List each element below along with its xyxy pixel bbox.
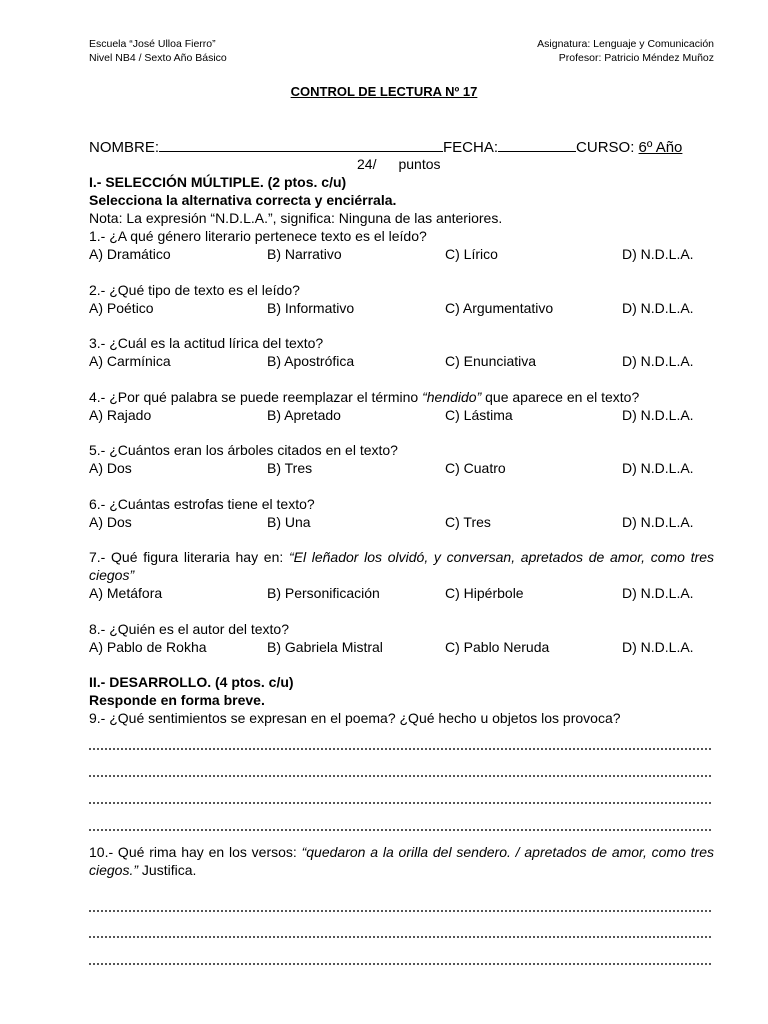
fecha-label: FECHA: xyxy=(443,139,499,156)
option-c[interactable]: C) Argumentativo xyxy=(445,300,554,316)
section2-instruction: Responde en forma breve. xyxy=(89,692,265,708)
answer-line[interactable] xyxy=(89,926,711,938)
option-b[interactable]: B) Personificación xyxy=(267,585,380,601)
section2-heading: II.- DESARROLLO. (4 ptos. c/u) xyxy=(89,674,294,690)
option-a[interactable]: A) Dos xyxy=(89,460,132,476)
option-a[interactable]: A) Metáfora xyxy=(89,585,163,601)
page-title-text: CONTROL DE LECTURA Nº 17 xyxy=(290,84,478,99)
question-8: 8.- ¿Quién es el autor del texto? xyxy=(89,621,289,637)
question-10 xyxy=(89,843,714,879)
question-10-text: 10.- Qué rima hay en los versos: xyxy=(89,844,302,860)
answer-line[interactable] xyxy=(89,953,711,965)
option-d[interactable]: D) N.D.L.A. xyxy=(622,460,694,476)
option-c[interactable]: C) Lástima xyxy=(445,407,513,423)
option-b[interactable]: B) Tres xyxy=(267,460,313,476)
question-4-text-b: que aparece en el texto? xyxy=(481,389,640,405)
option-a[interactable]: A) Dramático xyxy=(89,246,171,262)
section1-instruction: Selecciona la alternativa correcta y enciérrala. xyxy=(89,192,397,208)
option-a[interactable]: A) Carmínica xyxy=(89,353,171,369)
question-4 xyxy=(89,388,714,406)
question-9: 9.- ¿Qué sentimientos se expresan en el poema? ¿Qué hecho u objetos los provoca? xyxy=(89,710,621,726)
option-d[interactable]: D) N.D.L.A. xyxy=(622,585,694,601)
score-total: 24/ xyxy=(357,156,377,172)
fecha-field[interactable] xyxy=(498,137,576,152)
teacher-name: Profesor: Patricio Méndez Muñoz xyxy=(558,52,714,64)
option-c[interactable]: C) Cuatro xyxy=(445,460,506,476)
option-c[interactable]: C) Enunciativa xyxy=(445,353,537,369)
option-c[interactable]: C) Pablo Neruda xyxy=(445,639,550,655)
option-d[interactable]: D) N.D.L.A. xyxy=(622,353,694,369)
answer-line[interactable] xyxy=(89,738,711,750)
nombre-field[interactable] xyxy=(159,137,443,152)
subject-name: Asignatura: Lenguaje y Comunicación xyxy=(537,38,714,50)
question-10-tail: Justifica. xyxy=(138,862,197,878)
question-7-text: 7.- Qué figura literaria hay en: xyxy=(89,549,289,565)
option-d[interactable]: D) N.D.L.A. xyxy=(622,639,694,655)
option-c[interactable]: C) Lírico xyxy=(445,246,498,262)
curso-label: CURSO: xyxy=(576,139,635,156)
answer-line[interactable] xyxy=(89,765,711,777)
question-10-quote: “quedaron a la orilla del sendero. / apretados de amor, como tres ciegos.” xyxy=(89,844,715,878)
curso-value: 6º Año xyxy=(638,139,683,156)
header-right xyxy=(537,37,714,65)
section1-note: Nota: La expresión “N.D.L.A.”, significa: Ninguna de las anteriores. xyxy=(89,210,503,226)
answer-line[interactable] xyxy=(89,792,711,804)
option-c[interactable]: C) Tres xyxy=(445,514,491,530)
question-4-term: “hendido” xyxy=(422,389,482,405)
option-d[interactable]: D) N.D.L.A. xyxy=(622,514,694,530)
option-a[interactable]: A) Rajado xyxy=(89,407,152,423)
option-b[interactable]: B) Informativo xyxy=(267,300,355,316)
option-b[interactable]: B) Apretado xyxy=(267,407,341,423)
question-5: 5.- ¿Cuántos eran los árboles citados en el texto? xyxy=(89,442,398,458)
course-level: Nivel NB4 / Sexto Año Básico xyxy=(89,52,227,64)
question-4-text-a: 4.- ¿Por qué palabra se puede reemplazar el término xyxy=(89,389,423,405)
school-name: Escuela “José Ulloa Fierro” xyxy=(89,38,216,50)
page-title xyxy=(0,84,768,99)
answer-line[interactable] xyxy=(89,900,711,912)
option-d[interactable]: D) N.D.L.A. xyxy=(622,246,694,262)
option-a[interactable]: A) Poético xyxy=(89,300,154,316)
option-a[interactable]: A) Pablo de Rokha xyxy=(89,639,207,655)
option-b[interactable]: B) Una xyxy=(267,514,311,530)
question-1: 1.- ¿A qué género literario pertenece texto es el leído? xyxy=(89,228,427,244)
score-unit: puntos xyxy=(398,156,441,172)
question-7 xyxy=(89,548,714,584)
option-b[interactable]: B) Narrativo xyxy=(267,246,342,262)
option-d[interactable]: D) N.D.L.A. xyxy=(622,407,694,423)
question-3: 3.- ¿Cuál es la actitud lírica del texto? xyxy=(89,335,324,351)
score-row xyxy=(357,155,714,173)
option-d[interactable]: D) N.D.L.A. xyxy=(622,300,694,316)
option-b[interactable]: B) Gabriela Mistral xyxy=(267,639,383,655)
question-2: 2.- ¿Qué tipo de texto es el leído? xyxy=(89,282,300,298)
option-a[interactable]: A) Dos xyxy=(89,514,132,530)
question-7-quote: “El leñador los olvidó, y conversan, apretados de amor, como tres ciegos” xyxy=(89,549,714,583)
header-left xyxy=(89,37,227,65)
question-6: 6.- ¿Cuántas estrofas tiene el texto? xyxy=(89,496,315,512)
section1-heading: I.- SELECCIÓN MÚLTIPLE. (2 ptos. c/u) xyxy=(89,174,347,190)
option-c[interactable]: C) Hipérbole xyxy=(445,585,524,601)
answer-line[interactable] xyxy=(89,819,711,831)
nombre-label: NOMBRE: xyxy=(89,139,160,156)
student-info-row xyxy=(89,137,714,157)
option-b[interactable]: B) Apostrófica xyxy=(267,353,355,369)
